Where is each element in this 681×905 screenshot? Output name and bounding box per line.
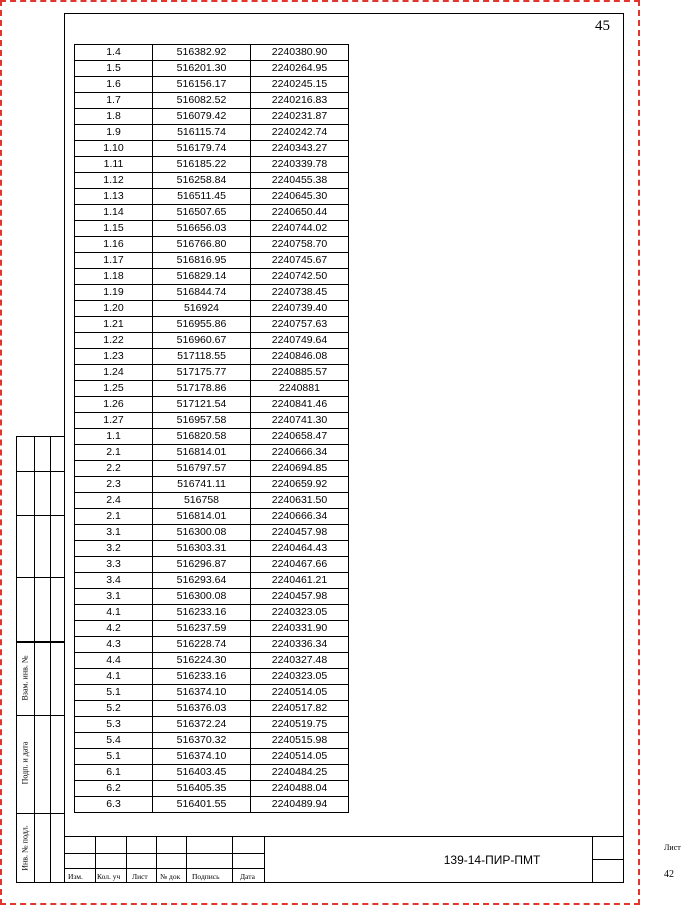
y-coordinate-cell: 2240343.27 (251, 141, 349, 157)
side-strip-divider (50, 643, 51, 882)
y-coordinate-cell: 2240742.50 (251, 269, 349, 285)
point-number-cell: 4.3 (75, 637, 153, 653)
x-coordinate-cell: 516382.92 (153, 45, 251, 61)
x-coordinate-cell: 516224.30 (153, 653, 251, 669)
y-coordinate-cell: 2240659.92 (251, 477, 349, 493)
x-coordinate-cell: 516797.57 (153, 461, 251, 477)
x-coordinate-cell: 516741.11 (153, 477, 251, 493)
coordinates-table-body (75, 45, 349, 813)
x-coordinate-cell: 516303.31 (153, 541, 251, 557)
y-coordinate-cell: 2240380.90 (251, 45, 349, 61)
x-coordinate-cell: 516370.32 (153, 733, 251, 749)
y-coordinate-cell: 2240749.64 (251, 333, 349, 349)
document-code: 139-14-ПИР-ПМТ (443, 853, 541, 867)
table-row (75, 301, 349, 317)
table-row (75, 125, 349, 141)
x-coordinate-cell: 516237.59 (153, 621, 251, 637)
point-number-cell: 5.1 (75, 685, 153, 701)
x-coordinate-cell: 516924 (153, 301, 251, 317)
point-number-cell: 1.1 (75, 429, 153, 445)
x-coordinate-cell: 516233.16 (153, 605, 251, 621)
side-strip-rule (17, 515, 64, 516)
sheet-label: Лист (664, 843, 681, 852)
y-coordinate-cell: 2240631.50 (251, 493, 349, 509)
y-coordinate-cell: 2240336.34 (251, 637, 349, 653)
table-row (75, 461, 349, 477)
point-number-cell: 6.1 (75, 765, 153, 781)
x-coordinate-cell: 517178.86 (153, 381, 251, 397)
table-row (75, 45, 349, 61)
y-coordinate-cell: 2240242.74 (251, 125, 349, 141)
table-row (75, 429, 349, 445)
point-number-cell: 1.23 (75, 349, 153, 365)
point-number-cell: 1.24 (75, 365, 153, 381)
table-row (75, 413, 349, 429)
y-coordinate-cell: 2240489.94 (251, 797, 349, 813)
x-coordinate-cell: 516293.64 (153, 573, 251, 589)
x-coordinate-cell: 516296.87 (153, 557, 251, 573)
y-coordinate-cell: 2240457.98 (251, 589, 349, 605)
table-row (75, 93, 349, 109)
y-coordinate-cell: 2240758.70 (251, 237, 349, 253)
table-row (75, 365, 349, 381)
title-block-divider (264, 837, 265, 883)
y-coordinate-cell: 2240519.75 (251, 717, 349, 733)
point-number-cell: 1.10 (75, 141, 153, 157)
point-number-cell: 1.19 (75, 285, 153, 301)
table-row (75, 61, 349, 77)
title-block-divider (186, 837, 187, 883)
x-coordinate-cell: 516201.30 (153, 61, 251, 77)
label-podp-data (16, 714, 34, 812)
x-coordinate-cell: 516960.67 (153, 333, 251, 349)
point-number-cell: 1.5 (75, 61, 153, 77)
side-strip-rule (17, 577, 64, 578)
point-number-cell: 1.22 (75, 333, 153, 349)
x-coordinate-cell: 516156.17 (153, 77, 251, 93)
x-coordinate-cell: 516228.74 (153, 637, 251, 653)
sheet-number: 42 (664, 869, 674, 880)
x-coordinate-cell: 516374.10 (153, 685, 251, 701)
y-coordinate-cell: 2240738.45 (251, 285, 349, 301)
point-number-cell: 4.2 (75, 621, 153, 637)
title-block-rule (64, 853, 264, 854)
x-coordinate-cell: 516082.52 (153, 93, 251, 109)
point-number-cell: 2.2 (75, 461, 153, 477)
point-number-cell: 1.26 (75, 397, 153, 413)
x-coordinate-cell: 516374.10 (153, 749, 251, 765)
point-number-cell: 1.8 (75, 109, 153, 125)
point-number-cell: 1.13 (75, 189, 153, 205)
side-strip-divider (50, 437, 51, 641)
point-number-cell: 3.1 (75, 589, 153, 605)
y-coordinate-cell: 2240739.40 (251, 301, 349, 317)
table-row (75, 141, 349, 157)
y-coordinate-cell: 2240881 (251, 381, 349, 397)
y-coordinate-cell: 2240484.25 (251, 765, 349, 781)
point-number-cell: 1.27 (75, 413, 153, 429)
side-strip-rule (17, 471, 64, 472)
x-coordinate-cell: 516957.58 (153, 413, 251, 429)
x-coordinate-cell: 517121.54 (153, 397, 251, 413)
table-row (75, 381, 349, 397)
cut-line-left (0, 0, 2, 905)
point-number-cell: 1.20 (75, 301, 153, 317)
x-coordinate-cell: 516844.74 (153, 285, 251, 301)
table-row (75, 653, 349, 669)
x-coordinate-cell: 516300.08 (153, 525, 251, 541)
title-block-divider (126, 837, 127, 883)
point-number-cell: 5.4 (75, 733, 153, 749)
y-coordinate-cell: 2240461.21 (251, 573, 349, 589)
title-block-rule (64, 868, 264, 869)
point-number-cell: 2.3 (75, 477, 153, 493)
table-row (75, 109, 349, 125)
point-number-cell: 5.2 (75, 701, 153, 717)
point-number-cell: 3.3 (75, 557, 153, 573)
label-vzam-inv-text: Взам. инв. № (20, 655, 30, 701)
point-number-cell: 1.18 (75, 269, 153, 285)
x-coordinate-cell: 517175.77 (153, 365, 251, 381)
point-number-cell: 1.17 (75, 253, 153, 269)
x-coordinate-cell: 516820.58 (153, 429, 251, 445)
point-number-cell: 1.9 (75, 125, 153, 141)
label-inv-podl (16, 812, 34, 883)
point-number-cell: 2.1 (75, 445, 153, 461)
table-row (75, 701, 349, 717)
title-block (64, 836, 681, 883)
side-strip-divider (34, 643, 35, 882)
table-row (75, 285, 349, 301)
point-number-cell: 2.4 (75, 493, 153, 509)
point-number-cell: 5.1 (75, 749, 153, 765)
point-number-cell: 1.6 (75, 77, 153, 93)
table-row (75, 221, 349, 237)
point-number-cell: 4.1 (75, 605, 153, 621)
point-number-cell: 6.3 (75, 797, 153, 813)
x-coordinate-cell: 516816.95 (153, 253, 251, 269)
table-row (75, 253, 349, 269)
y-coordinate-cell: 2240841.46 (251, 397, 349, 413)
y-coordinate-cell: 2240846.08 (251, 349, 349, 365)
point-number-cell: 1.15 (75, 221, 153, 237)
table-row (75, 605, 349, 621)
y-coordinate-cell: 2240757.63 (251, 317, 349, 333)
table-row (75, 77, 349, 93)
point-number-cell: 1.12 (75, 173, 153, 189)
point-number-cell: 1.4 (75, 45, 153, 61)
x-coordinate-cell: 516405.35 (153, 781, 251, 797)
label-podp-data-text: Подп. и дата (20, 741, 30, 785)
point-number-cell: 1.7 (75, 93, 153, 109)
point-number-cell: 1.16 (75, 237, 153, 253)
y-coordinate-cell: 2240327.48 (251, 653, 349, 669)
label-inv-podl-text: Инв. № подл. (20, 824, 30, 871)
table-row (75, 477, 349, 493)
point-number-cell: 1.25 (75, 381, 153, 397)
x-coordinate-cell: 516300.08 (153, 589, 251, 605)
y-coordinate-cell: 2240744.02 (251, 221, 349, 237)
label-vzam-inv (16, 642, 34, 714)
coordinates-table (74, 44, 349, 813)
title-block-divider (156, 837, 157, 883)
table-row (75, 749, 349, 765)
x-coordinate-cell: 516507.65 (153, 205, 251, 221)
x-coordinate-cell: 516814.01 (153, 509, 251, 525)
y-coordinate-cell: 2240517.82 (251, 701, 349, 717)
cut-line-top (0, 0, 640, 2)
table-row (75, 717, 349, 733)
table-row (75, 493, 349, 509)
table-row (75, 797, 349, 813)
table-row (75, 525, 349, 541)
stamp-col-n-dok: № док (160, 872, 181, 881)
y-coordinate-cell: 2240645.30 (251, 189, 349, 205)
y-coordinate-cell: 2240323.05 (251, 669, 349, 685)
stamp-col-kol-uch: Кол. уч (97, 872, 121, 881)
y-coordinate-cell: 2240488.04 (251, 781, 349, 797)
x-coordinate-cell: 516372.24 (153, 717, 251, 733)
y-coordinate-cell: 2240455.38 (251, 173, 349, 189)
point-number-cell: 4.1 (75, 669, 153, 685)
table-row (75, 509, 349, 525)
table-row (75, 669, 349, 685)
y-coordinate-cell: 2240231.87 (251, 109, 349, 125)
y-coordinate-cell: 2240245.15 (251, 77, 349, 93)
y-coordinate-cell: 2240650.44 (251, 205, 349, 221)
stamp-col-data: Дата (240, 872, 255, 881)
y-coordinate-cell: 2240339.78 (251, 157, 349, 173)
table-row (75, 781, 349, 797)
x-coordinate-cell: 516179.74 (153, 141, 251, 157)
table-row (75, 733, 349, 749)
table-row (75, 685, 349, 701)
table-row (75, 237, 349, 253)
x-coordinate-cell: 516233.16 (153, 669, 251, 685)
table-row (75, 765, 349, 781)
y-coordinate-cell: 2240658.47 (251, 429, 349, 445)
table-row (75, 445, 349, 461)
cut-line-right (638, 0, 640, 905)
table-row (75, 205, 349, 221)
x-coordinate-cell: 516376.03 (153, 701, 251, 717)
table-row (75, 269, 349, 285)
y-coordinate-cell: 2240515.98 (251, 733, 349, 749)
x-coordinate-cell: 517118.55 (153, 349, 251, 365)
x-coordinate-cell: 516258.84 (153, 173, 251, 189)
point-number-cell: 5.3 (75, 717, 153, 733)
table-row (75, 397, 349, 413)
point-number-cell: 3.1 (75, 525, 153, 541)
x-coordinate-cell: 516766.80 (153, 237, 251, 253)
side-strip-divider (34, 437, 35, 641)
point-number-cell: 1.14 (75, 205, 153, 221)
title-block-divider (95, 837, 96, 883)
y-coordinate-cell: 2240464.43 (251, 541, 349, 557)
x-coordinate-cell: 516079.42 (153, 109, 251, 125)
table-row (75, 333, 349, 349)
x-coordinate-cell: 516758 (153, 493, 251, 509)
table-row (75, 189, 349, 205)
x-coordinate-cell: 516656.03 (153, 221, 251, 237)
y-coordinate-cell: 2240514.05 (251, 749, 349, 765)
stamp-col-list: Лист (132, 872, 148, 881)
y-coordinate-cell: 2240885.57 (251, 365, 349, 381)
x-coordinate-cell: 516185.22 (153, 157, 251, 173)
y-coordinate-cell: 2240514.05 (251, 685, 349, 701)
x-coordinate-cell: 516829.14 (153, 269, 251, 285)
table-row (75, 157, 349, 173)
side-strip-upper (16, 436, 64, 642)
y-coordinate-cell: 2240323.05 (251, 605, 349, 621)
table-row (75, 317, 349, 333)
y-coordinate-cell: 2240666.34 (251, 445, 349, 461)
table-row (75, 541, 349, 557)
table-row (75, 173, 349, 189)
table-row (75, 573, 349, 589)
y-coordinate-cell: 2240741.30 (251, 413, 349, 429)
point-number-cell: 4.4 (75, 653, 153, 669)
x-coordinate-cell: 516115.74 (153, 125, 251, 141)
point-number-cell: 2.1 (75, 509, 153, 525)
stamp-col-izm: Изм. (68, 872, 83, 881)
x-coordinate-cell: 516511.45 (153, 189, 251, 205)
table-row (75, 349, 349, 365)
page-number: 45 (595, 18, 610, 34)
y-coordinate-cell: 2240745.67 (251, 253, 349, 269)
x-coordinate-cell: 516955.86 (153, 317, 251, 333)
y-coordinate-cell: 2240694.85 (251, 461, 349, 477)
y-coordinate-cell: 2240216.83 (251, 93, 349, 109)
stamp-col-podpis: Подпись (192, 872, 220, 881)
point-number-cell: 3.2 (75, 541, 153, 557)
point-number-cell: 6.2 (75, 781, 153, 797)
y-coordinate-cell: 2240467.66 (251, 557, 349, 573)
y-coordinate-cell: 2240666.34 (251, 509, 349, 525)
x-coordinate-cell: 516814.01 (153, 445, 251, 461)
y-coordinate-cell: 2240457.98 (251, 525, 349, 541)
point-number-cell: 3.4 (75, 573, 153, 589)
x-coordinate-cell: 516403.45 (153, 765, 251, 781)
x-coordinate-cell: 516401.55 (153, 797, 251, 813)
table-row (75, 637, 349, 653)
point-number-cell: 1.11 (75, 157, 153, 173)
table-row (75, 589, 349, 605)
point-number-cell: 1.21 (75, 317, 153, 333)
table-row (75, 621, 349, 637)
y-coordinate-cell: 2240331.90 (251, 621, 349, 637)
y-coordinate-cell: 2240264.95 (251, 61, 349, 77)
title-block-divider (232, 837, 233, 883)
table-row (75, 557, 349, 573)
